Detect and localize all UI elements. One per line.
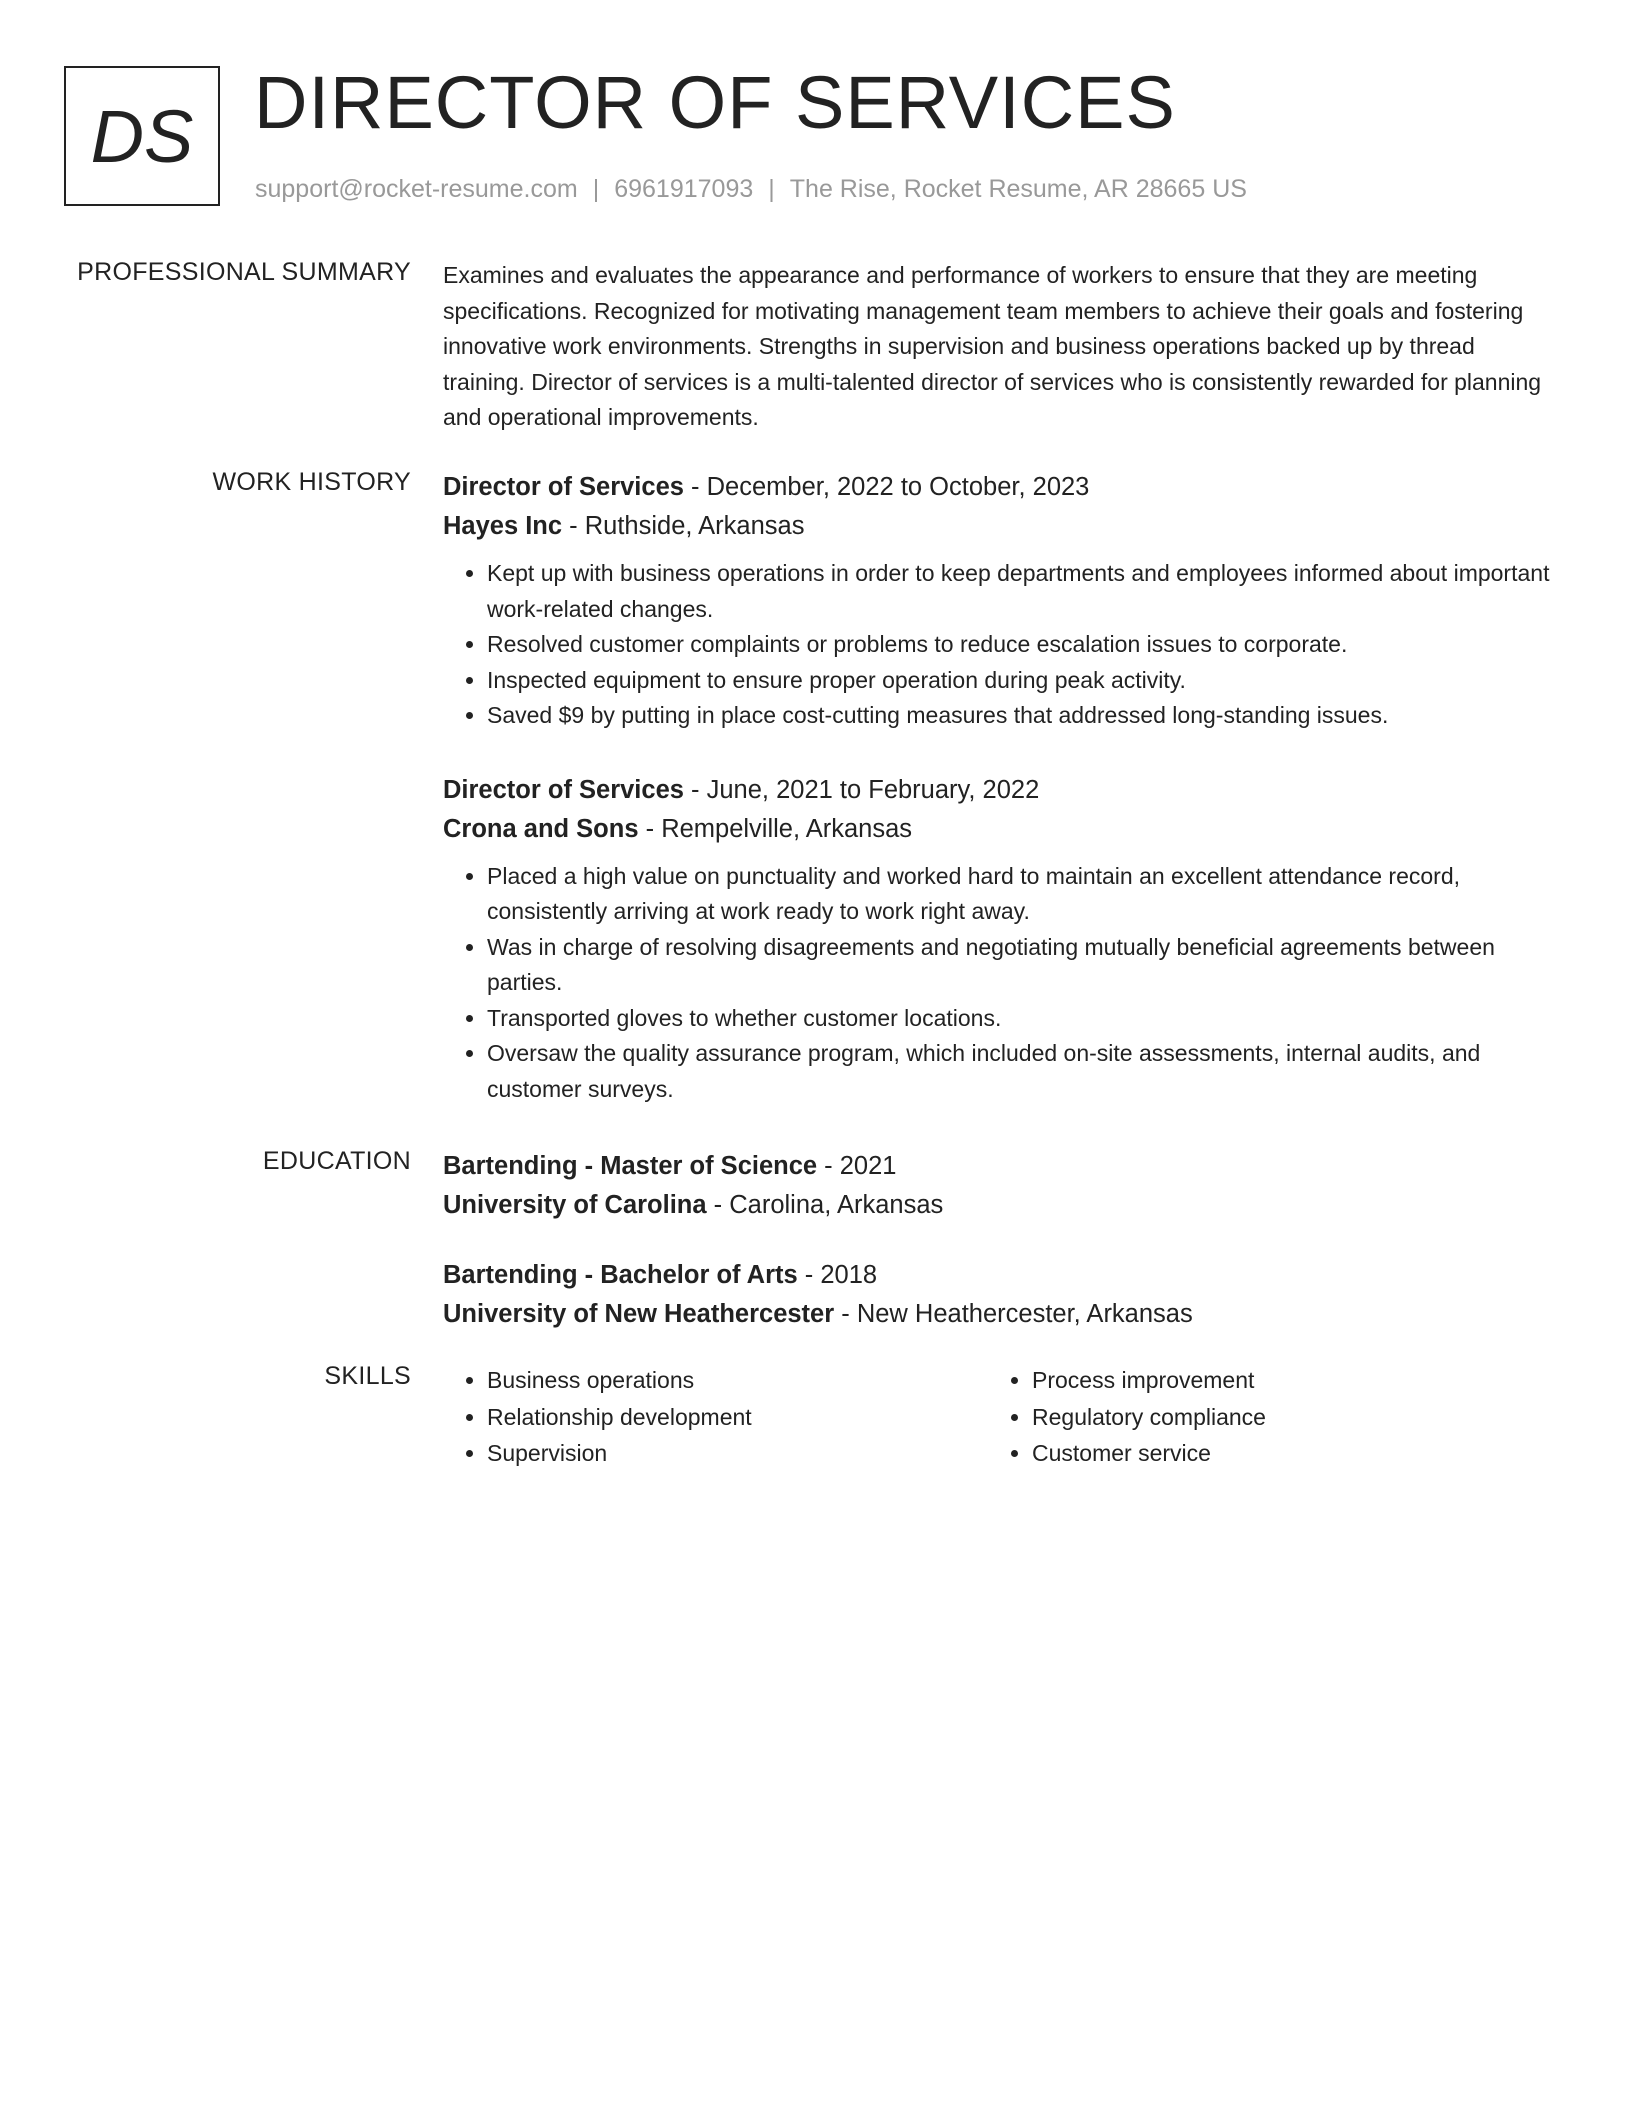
degree-year: - 2018: [797, 1261, 878, 1289]
job-bullets: [443, 556, 1555, 734]
job-title: Director of Services: [443, 473, 684, 501]
section-label-education: EDUCATION: [262, 1147, 411, 1175]
job-dates: - June, 2021 to February, 2022: [683, 775, 1040, 804]
skills-column-left: [443, 1362, 988, 1472]
skill-item: • Supervision: [487, 1435, 988, 1472]
degree-line: [443, 1147, 1555, 1186]
job-entry: [443, 468, 1555, 734]
education-body: [443, 1147, 1555, 1334]
summary-body: [443, 258, 1555, 436]
summary-text: Examines and evaluates the appearance and performance of workers to ensure that they are meeting specifications. Recognized for motivating management team members to achieve their goals and fostering innovative work environments. Strengths in supervision and business operations backed up by thread training. Director of services is a multi-talented director of services who is consistently rewarded for planning and operational improvements.: [443, 262, 1542, 430]
job-company: Crona and Sons: [443, 814, 639, 843]
job-bullet: • Placed a high value on punctuality and worked hard to maintain an excellent attendance record, consistently arriving at work ready to work right away.: [487, 859, 1555, 930]
job-entry: [443, 771, 1555, 1108]
work-history-body: [443, 468, 1555, 1107]
skill-item: • Process improvement: [1032, 1362, 1533, 1399]
skills-list: [988, 1362, 1533, 1472]
skills-column-right: [988, 1362, 1533, 1472]
job-title-line: [443, 771, 1555, 810]
job-location: - Rempelville, Arkansas: [638, 814, 913, 843]
job-bullets: [443, 859, 1555, 1108]
skills-list: [443, 1362, 988, 1472]
school-location: - New Heathercester, Arkansas: [834, 1300, 1193, 1328]
skill-item: • Relationship development: [487, 1399, 988, 1436]
education-entry: [443, 1147, 1555, 1225]
contact-separator: |: [592, 175, 600, 203]
school: University of New Heathercester: [443, 1300, 835, 1328]
job-bullet: • Resolved customer complaints or problems to reduce escalation issues to corporate.: [487, 627, 1555, 663]
skill-item: • Business operations: [487, 1362, 988, 1399]
contact-line: [255, 174, 1247, 204]
resume-title: DIRECTOR OF SERVICES: [254, 61, 1176, 144]
monogram-badge: DS: [64, 66, 220, 206]
degree: Bartending - Bachelor of Arts: [443, 1261, 798, 1289]
job-location: - Ruthside, Arkansas: [562, 512, 805, 540]
education-entry: [443, 1256, 1555, 1334]
job-title-line: [443, 468, 1555, 507]
section-label-work-history: WORK HISTORY: [212, 468, 411, 496]
contact-phone[interactable]: 6961917093: [614, 175, 754, 203]
degree-year: - 2021: [817, 1152, 897, 1180]
job-bullet: • Oversaw the quality assurance program, which included on-site assessments, internal audits, and customer surveys.: [487, 1036, 1555, 1107]
job-company-line: [443, 810, 1555, 849]
job-bullet: • Transported gloves to whether customer locations.: [487, 1001, 1555, 1037]
contact-email[interactable]: support@rocket-resume.com: [255, 175, 578, 203]
school-location: - Carolina, Arkansas: [706, 1191, 944, 1219]
job-company-line: [443, 507, 1555, 546]
school-line: [443, 1295, 1555, 1334]
contact-separator: |: [768, 175, 775, 203]
contact-address: The Rise, Rocket Resume, AR 28665 US: [789, 175, 1247, 203]
skills-columns: [443, 1362, 1555, 1472]
job-company: Hayes Inc: [443, 512, 563, 540]
job-bullet: • Inspected equipment to ensure proper operation during peak activity.: [487, 663, 1555, 699]
job-dates: - December, 2022 to October, 2023: [683, 473, 1090, 501]
degree: Bartending - Master of Science: [443, 1152, 818, 1180]
school: University of Carolina: [443, 1191, 707, 1219]
job-bullet: • Was in charge of resolving disagreements and negotiating mutually beneficial agreements between parties.: [487, 930, 1555, 1001]
skills-body: [443, 1362, 1555, 1472]
school-line: [443, 1186, 1555, 1225]
job-bullet: • Kept up with business operations in order to keep departments and employees informed about important work-related changes.: [487, 556, 1555, 627]
section-label-summary: PROFESSIONAL SUMMARY: [77, 258, 411, 286]
job-bullet: • Saved $9 by putting in place cost-cutting measures that addressed long-standing issues.: [487, 698, 1555, 734]
skill-item: • Customer service: [1032, 1435, 1533, 1472]
job-title: Director of Services: [443, 775, 684, 804]
degree-line: [443, 1256, 1555, 1295]
skill-item: • Regulatory compliance: [1032, 1399, 1533, 1436]
section-label-skills: SKILLS: [324, 1362, 411, 1390]
